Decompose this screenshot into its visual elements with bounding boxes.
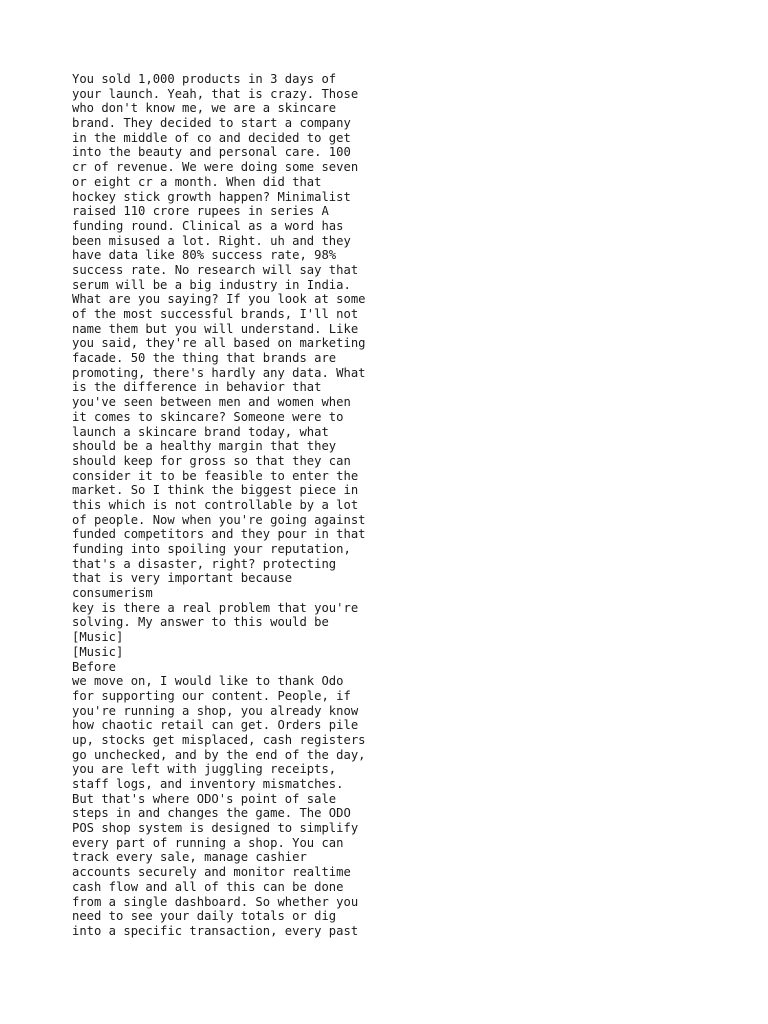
transcript-line: you said, they're all based on marketing <box>72 336 366 351</box>
transcript-line: of people. Now when you're going against <box>72 512 366 527</box>
transcript-line: promoting, there's hardly any data. What <box>72 365 366 380</box>
transcript-text <box>72 72 712 939</box>
transcript-line: up, stocks get misplaced, cash registers <box>72 732 366 747</box>
transcript-line: serum will be a big industry in India. <box>72 277 351 292</box>
transcript-line: in the middle of co and decided to get <box>72 130 351 145</box>
transcript-line: staff logs, and inventory mismatches. <box>72 777 344 791</box>
transcript-line: every part of running a shop. You can <box>72 835 344 850</box>
transcript-line: into a specific transaction, every past <box>72 923 359 938</box>
transcript-line: steps in and changes the game. The ODO <box>72 806 351 821</box>
transcript-line: of the most successful brands, I'll not <box>72 307 359 321</box>
transcript-line: go unchecked, and by the end of the day, <box>72 747 366 762</box>
transcript-line: cr of revenue. We were doing some seven <box>72 160 359 175</box>
transcript-line: you're running a shop, you already know <box>72 703 359 718</box>
transcript-line: we move on, I would like to thank Odo <box>72 674 344 689</box>
transcript-line: have data like 80% success rate, 98% <box>72 248 337 263</box>
transcript-line: consider it to be feasible to enter the <box>72 468 359 483</box>
transcript-line: accounts securely and monitor realtime <box>72 865 351 880</box>
transcript-line: you are left with juggling receipts, <box>72 762 337 777</box>
transcript-line: [Music] <box>72 630 124 645</box>
transcript-line: how chaotic retail can get. Orders pile <box>72 718 359 733</box>
transcript-line: funding round. Clinical as a word has <box>72 218 344 233</box>
transcript-line: who don't know me, we are a skincare <box>72 101 337 116</box>
transcript-line: [Music] <box>72 644 124 659</box>
transcript-line: launch a skincare brand today, what <box>72 424 329 439</box>
transcript-line: you've seen between men and women when <box>72 395 351 410</box>
transcript-line: solving. My answer to this would be <box>72 615 329 630</box>
transcript-line: But that's where ODO's point of sale <box>72 791 337 806</box>
transcript-line: facade. 50 the thing that brands are <box>72 351 337 366</box>
transcript-line: Before <box>72 659 117 674</box>
transcript-line: track every sale, manage cashier <box>72 850 307 865</box>
transcript-line: What are you saying? If you look at some <box>72 292 366 307</box>
transcript-line: name them but you will understand. Like <box>72 321 359 336</box>
transcript-line: brand. They decided to start a company <box>72 116 351 131</box>
transcript-line: into the beauty and personal care. 100 <box>72 145 351 160</box>
transcript-line: your launch. Yeah, that is crazy. Those <box>72 86 359 101</box>
transcript-line: market. So I think the biggest piece in <box>72 483 359 498</box>
transcript-line: for supporting our content. People, if <box>72 688 351 703</box>
transcript-line: raised 110 crore rupees in series A <box>72 204 329 219</box>
transcript-line: POS shop system is designed to simplify <box>72 821 359 836</box>
transcript-line: cash flow and all of this can be done <box>72 879 344 894</box>
transcript-line: You sold 1,000 products in 3 days of <box>72 72 337 86</box>
transcript-line: consumerism <box>72 586 153 601</box>
transcript-line: should be a healthy margin that they <box>72 439 337 454</box>
transcript-line: or eight cr a month. When did that <box>72 174 322 189</box>
transcript-line: need to see your daily totals or dig <box>72 909 337 924</box>
transcript-line: hockey stick growth happen? Minimalist <box>72 189 351 204</box>
transcript-line: should keep for gross so that they can <box>72 453 351 468</box>
transcript-line: funded competitors and they pour in that <box>72 527 366 542</box>
transcript-line: that is very important because <box>72 571 293 586</box>
transcript-line: success rate. No research will say that <box>72 262 359 277</box>
transcript-line: key is there a real problem that you're <box>72 600 359 615</box>
transcript-line: this which is not controllable by a lot <box>72 497 359 512</box>
transcript-line: is the difference in behavior that <box>72 380 322 395</box>
transcript-line: it comes to skincare? Someone were to <box>72 409 344 424</box>
transcript-line: from a single dashboard. So whether you <box>72 894 359 909</box>
transcript-line: that's a disaster, right? protecting <box>72 556 337 571</box>
transcript-line: been misused a lot. Right. uh and they <box>72 233 351 248</box>
transcript-line: funding into spoiling your reputation, <box>72 542 351 556</box>
